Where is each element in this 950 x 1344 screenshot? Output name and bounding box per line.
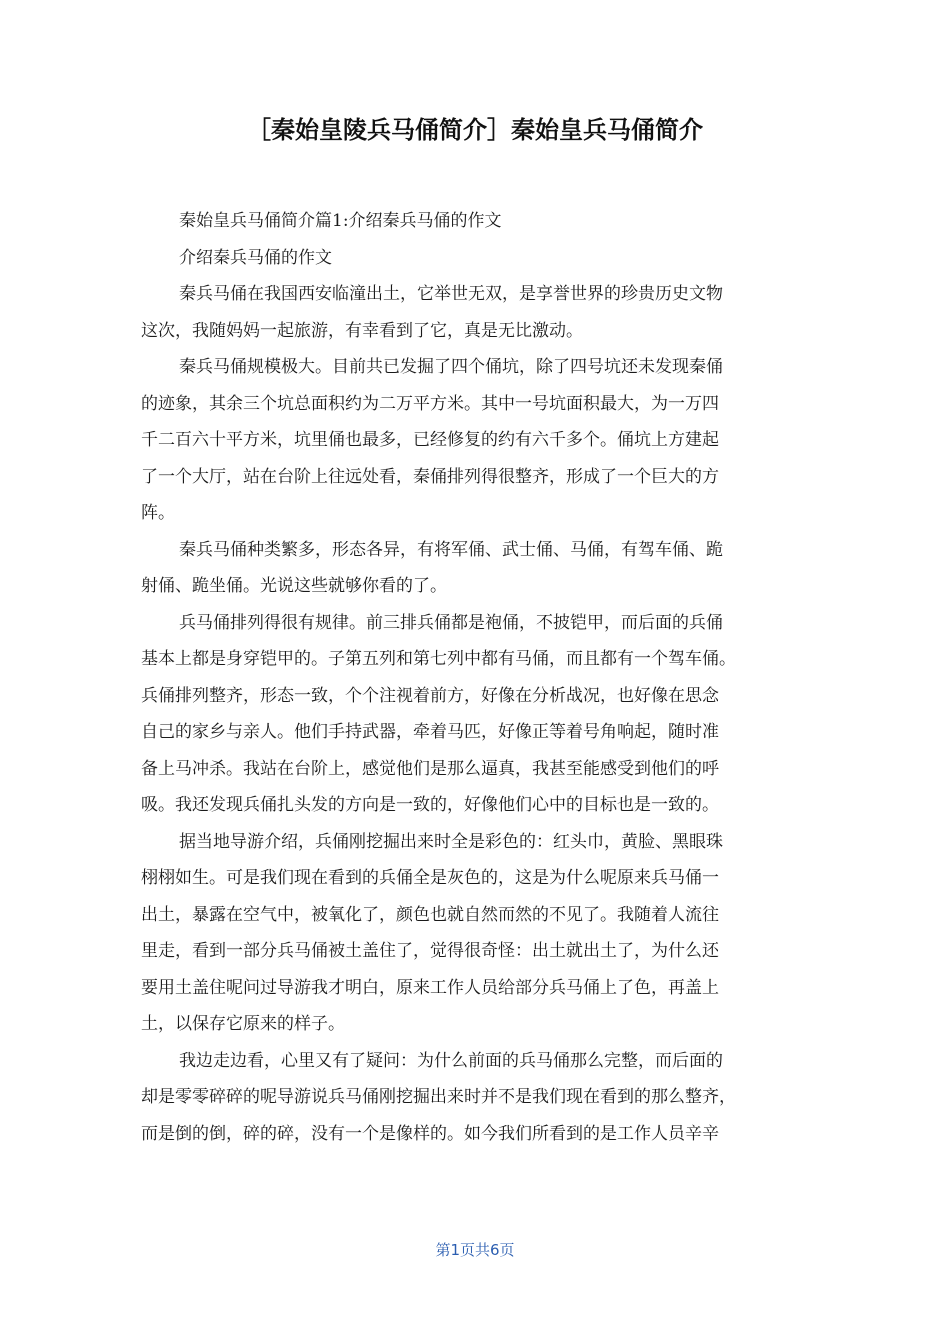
text-line: 基本上都是身穿铠甲的。子第五列和第七列中都有马俑，而且都有一个驾车俑。 [141,649,736,669]
text-line: 而是倒的倒，碎的碎，没有一个是像样的。如今我们所看到的是工作人员辛辛 [141,1123,719,1144]
text-line: 射俑、跪坐俑。光说这些就够你看的了。 [141,576,447,596]
document-title: ［秦始皇陵兵马俑简介］秦始皇兵马俑简介 [247,116,703,144]
text-line: 兵马俑排列得很有规律。前三排兵俑都是袍俑，不披铠甲，而后面的兵俑 [179,612,723,633]
text-line: 的迹象，其余三个坑总面积约为二万平方米。其中一号坑面积最大，为一万四 [141,393,719,414]
text-line: 这次，我随妈妈一起旅游，有幸看到了它，真是无比激动。 [141,320,583,341]
text-line: 介绍秦兵马俑的作文 [179,247,332,268]
page-number: 第1页共6页 [435,1241,515,1259]
text-line: 我边走边看，心里又有了疑问：为什么前面的兵马俑那么完整，而后面的 [179,1050,723,1071]
text-line: 土，以保存它原来的样子。 [141,1014,345,1034]
text-line: 秦兵马俑规模极大。目前共已发掘了四个俑坑，除了四号坑还未发现秦俑 [179,357,723,377]
text-line: 了一个大厅，站在台阶上往远处看，秦俑排列得很整齐，形成了一个巨大的方 [141,466,719,487]
text-line: 自己的家乡与亲人。他们手持武器，牵着马匹，好像正等着号角响起，随时准 [141,722,719,742]
text-line: 阵。 [141,503,175,523]
text-line: 千二百六十平方米，坑里俑也最多，已经修复的约有六千多个。俑坑上方建起 [141,430,719,450]
text-line: 出土，暴露在空气中，被氧化了，颜色也就自然而然的不见了。我随着人流往 [141,904,719,925]
text-line: 备上马冲杀。我站在台阶上，感觉他们是那么逼真，我甚至能感受到他们的呼 [141,758,719,779]
text-line: 要用土盖住呢问过导游我才明白，原来工作人员给部分兵马俑上了色，再盖上 [141,977,719,998]
text-line: 栩栩如生。可是我们现在看到的兵俑全是灰色的，这是为什么呢原来兵马俑一 [141,868,719,888]
text-line: 兵俑排列整齐，形态一致，个个注视着前方，好像在分析战况，也好像在思念 [141,685,719,706]
text-line: 里走，看到一部分兵马俑被土盖住了，觉得很奇怪：出土就出土了，为什么还 [141,941,719,961]
text-line: 秦兵马俑在我国西安临潼出土，它举世无双，是享誉世界的珍贵历史文物 [179,284,723,304]
text-line: 吸。我还发现兵俑扎头发的方向是一致的，好像他们心中的目标也是一致的。 [141,795,719,815]
text-line: 却是零零碎碎的呢导游说兵马俑刚挖掘出来时并不是我们现在看到的那么整齐， [141,1087,736,1107]
document-body [141,203,811,1152]
text-line: 秦兵马俑种类繁多，形态各异，有将军俑、武士俑、马俑，有驾车俑、跪 [179,539,723,560]
text-line: 据当地导游介绍，兵俑刚挖掘出来时全是彩色的：红头巾，黄脸、黑眼珠 [179,831,723,852]
text-line: 秦始皇兵马俑简介篇1:介绍秦兵马俑的作文 [179,211,502,231]
